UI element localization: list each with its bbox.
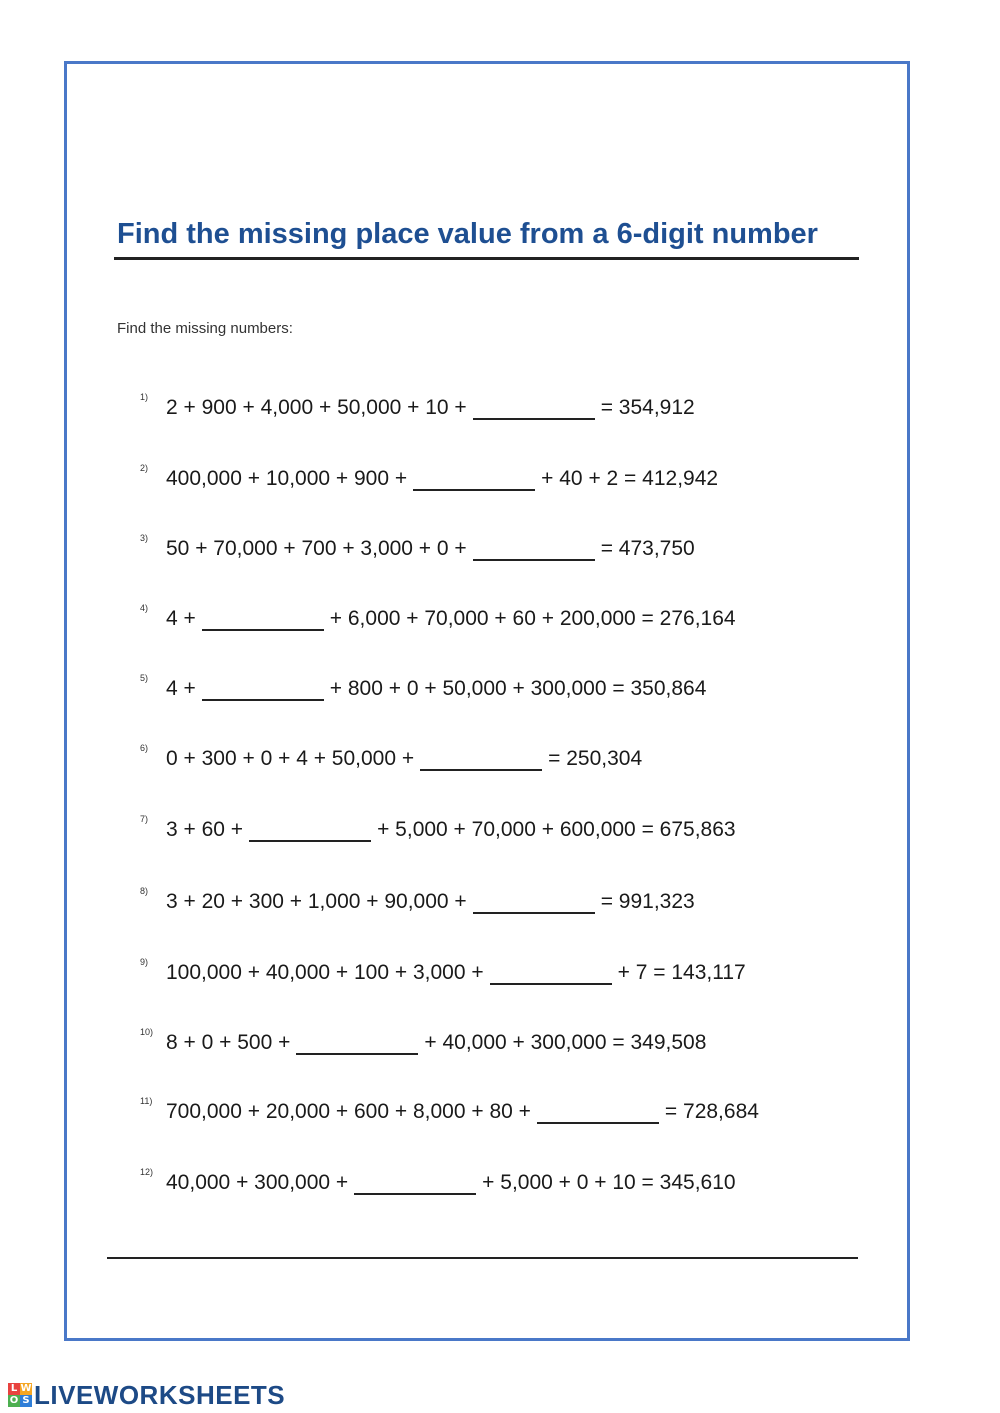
worksheet-frame <box>64 61 910 1341</box>
problem-left-terms: 40,000 + 300,000 + <box>166 1171 349 1194</box>
logo-letter: W <box>20 1383 32 1394</box>
problem-right-terms: = 473,750 <box>600 537 695 560</box>
logo-letter: S <box>20 1395 32 1407</box>
worksheet-title: Find the missing place value from a 6-digit number <box>117 218 818 250</box>
problem-number: 9) <box>140 957 149 967</box>
problem-left-terms: 2 + 900 + 4,000 + 50,000 + 10 + <box>166 396 467 419</box>
problem-row <box>140 1165 736 1195</box>
brand-name: LIVEWORKSHEETS <box>34 1379 286 1410</box>
problem-right-terms: = 250,304 <box>548 747 643 770</box>
answer-input-9[interactable] <box>490 961 612 985</box>
liveworksheets-brand[interactable] <box>8 1381 285 1409</box>
problem-left-terms: 400,000 + 10,000 + 900 + <box>166 467 408 490</box>
problem-row <box>140 390 695 420</box>
answer-input-11[interactable] <box>537 1100 659 1124</box>
answer-input-5[interactable] <box>202 677 324 701</box>
liveworksheets-logo-icon <box>8 1383 32 1407</box>
answer-input-10[interactable] <box>296 1031 418 1055</box>
problem-left-terms: 100,000 + 40,000 + 100 + 3,000 + <box>166 961 484 984</box>
problem-left-terms: 0 + 300 + 0 + 4 + 50,000 + <box>166 747 415 770</box>
problem-row <box>140 531 695 561</box>
problem-left-terms: 4 + <box>166 677 196 700</box>
problem-right-terms: + 5,000 + 0 + 10 = 345,610 <box>482 1171 736 1194</box>
problem-row <box>140 884 695 914</box>
problem-right-terms: = 991,323 <box>600 890 695 913</box>
problem-number: 2) <box>140 463 149 473</box>
problem-right-terms: + 5,000 + 70,000 + 600,000 = 675,863 <box>377 818 736 841</box>
problem-left-terms: 50 + 70,000 + 700 + 3,000 + 0 + <box>166 537 467 560</box>
problem-number: 6) <box>140 743 149 753</box>
problem-right-terms: + 40 + 2 = 412,942 <box>541 467 719 490</box>
answer-input-3[interactable] <box>473 537 595 561</box>
problem-left-terms: 4 + <box>166 607 196 630</box>
problem-row <box>140 671 706 701</box>
problem-right-terms: + 40,000 + 300,000 = 349,508 <box>424 1031 707 1054</box>
problem-number: 8) <box>140 886 149 896</box>
problem-number: 5) <box>140 673 149 683</box>
problem-row <box>140 741 642 771</box>
logo-letter: O <box>9 1395 19 1406</box>
problem-row <box>140 955 746 985</box>
answer-input-1[interactable] <box>473 396 595 420</box>
answer-input-7[interactable] <box>249 818 371 842</box>
problem-left-terms: 3 + 60 + <box>166 818 244 841</box>
problem-right-terms: + 800 + 0 + 50,000 + 300,000 = 350,864 <box>329 677 707 700</box>
logo-letter: L <box>8 1383 20 1395</box>
problem-number: 4) <box>140 603 149 613</box>
problem-number: 11) <box>140 1096 153 1106</box>
problem-row <box>140 1025 706 1055</box>
title-underline <box>114 257 859 260</box>
problem-row <box>140 1094 759 1124</box>
bottom-divider <box>107 1257 858 1259</box>
problem-number: 1) <box>140 392 149 402</box>
answer-input-12[interactable] <box>354 1171 476 1195</box>
problem-number: 12) <box>140 1167 154 1177</box>
instructions-text: Find the missing numbers: <box>117 320 293 337</box>
problem-number: 10) <box>140 1027 154 1037</box>
problem-number: 7) <box>140 814 149 824</box>
problem-row <box>140 812 736 842</box>
answer-input-8[interactable] <box>473 890 595 914</box>
problem-left-terms: 700,000 + 20,000 + 600 + 8,000 + 80 + <box>166 1100 531 1123</box>
problem-right-terms: + 6,000 + 70,000 + 60 + 200,000 = 276,164 <box>329 607 736 630</box>
problem-row <box>140 461 718 491</box>
problem-left-terms: 3 + 20 + 300 + 1,000 + 90,000 + <box>166 890 467 913</box>
problem-right-terms: = 728,684 <box>664 1100 759 1123</box>
answer-input-2[interactable] <box>413 467 535 491</box>
answer-input-4[interactable] <box>202 607 324 631</box>
problem-right-terms: = 354,912 <box>600 396 695 419</box>
problem-right-terms: + 7 = 143,117 <box>617 961 746 984</box>
answer-input-6[interactable] <box>420 747 542 771</box>
problem-number: 3) <box>140 533 149 543</box>
problem-row <box>140 601 736 631</box>
problem-left-terms: 8 + 0 + 500 + <box>166 1031 291 1054</box>
